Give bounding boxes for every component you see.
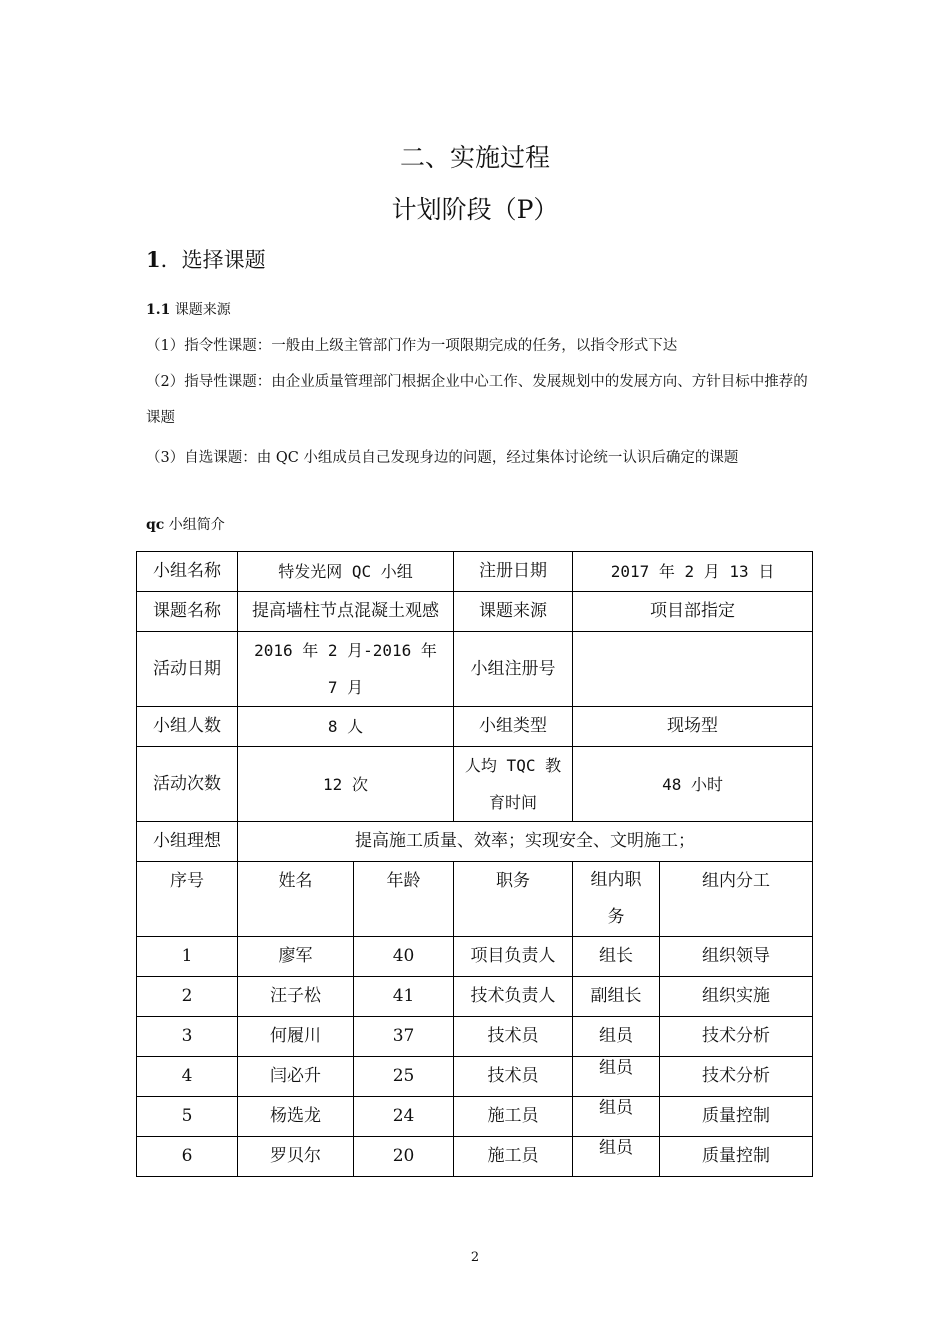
member-group-role-cell (573, 1097, 660, 1137)
tqc-label: 人均 TQC 教育时间 (454, 747, 573, 822)
source-label: 课题来源 (454, 592, 573, 632)
member-group-role: 组员 (599, 1138, 634, 1158)
member-division: 技术分析 (660, 1057, 813, 1097)
member-seq: 4 (137, 1057, 238, 1097)
members-value: 8 人 (238, 707, 454, 747)
reg-no-label: 小组注册号 (454, 632, 573, 707)
type-label: 小组类型 (454, 707, 573, 747)
table-caption (146, 514, 225, 534)
act-date-label: 活动日期 (137, 632, 238, 707)
act-date-value: 2016 年 2 月-2016 年 7 月 (238, 632, 454, 707)
table-row (137, 1137, 813, 1177)
col-header-division: 组内分工 (660, 862, 813, 937)
member-name: 闫必升 (238, 1057, 354, 1097)
col-header-age: 年龄 (354, 862, 454, 937)
caption-text: 小组简介 (164, 517, 225, 533)
member-group-role: 组员 (573, 1017, 660, 1057)
group-name-value: 特发光网 QC 小组 (238, 552, 454, 592)
member-seq: 1 (137, 937, 238, 977)
col-header-position: 职务 (454, 862, 573, 937)
member-age: 37 (354, 1017, 454, 1057)
table-row (137, 747, 813, 822)
member-seq: 5 (137, 1097, 238, 1137)
members-label: 小组人数 (137, 707, 238, 747)
member-position: 技术员 (454, 1017, 573, 1057)
col-header-group-role: 组内职务 (573, 862, 660, 937)
reg-date-value: 2017 年 2 月 13 日 (573, 552, 813, 592)
subsection-heading (146, 299, 231, 319)
member-group-role: 副组长 (573, 977, 660, 1017)
subsection-text: 课题来源 (170, 302, 231, 318)
tqc-value: 48 小时 (573, 747, 813, 822)
reg-date-label: 注册日期 (454, 552, 573, 592)
count-value: 12 次 (238, 747, 454, 822)
table-row (137, 937, 813, 977)
table-row (137, 632, 813, 707)
section-text: ．选择课题 (160, 248, 266, 272)
paragraph-guidance-topic: （2）指导性课题：由企业质量管理部门根据企业中心工作、发展规划中的发展方向、方针目标中推荐的课题 (146, 374, 808, 426)
table-row (137, 592, 813, 632)
member-seq: 6 (137, 1137, 238, 1177)
member-group-role: 组长 (573, 937, 660, 977)
table-row (137, 1057, 813, 1097)
member-division: 组织实施 (660, 977, 813, 1017)
member-seq: 3 (137, 1017, 238, 1057)
paragraph-directive-topic: （1）指令性课题：一般由上级主管部门作为一项限期完成的任务，以指令形式下达 (146, 338, 678, 354)
member-position: 技术员 (454, 1057, 573, 1097)
member-division: 质量控制 (660, 1137, 813, 1177)
ideal-label: 小组理想 (137, 822, 238, 862)
table-row (137, 552, 813, 592)
member-age: 20 (354, 1137, 454, 1177)
section-heading (146, 244, 266, 274)
group-name-label: 小组名称 (137, 552, 238, 592)
reg-no-value (573, 632, 813, 707)
paragraph-self-selected-topic: （3）自选课题：由 QC 小组成员自己发现身边的问题，经过集体讨论统一认识后确定的课题 (146, 450, 739, 466)
caption-qc: qc (146, 517, 165, 533)
type-value: 现场型 (573, 707, 813, 747)
member-name: 廖军 (238, 937, 354, 977)
member-group-role: 组员 (599, 1098, 634, 1118)
member-division: 技术分析 (660, 1017, 813, 1057)
page-title: 二、实施过程 (399, 143, 550, 172)
table-row (137, 1017, 813, 1057)
qc-group-table (136, 551, 813, 1177)
source-value: 项目部指定 (573, 592, 813, 632)
member-name: 汪子松 (238, 977, 354, 1017)
member-group-role-cell (573, 1137, 660, 1177)
page-number: 2 (470, 1250, 480, 1265)
member-group-role: 组员 (599, 1058, 634, 1078)
member-seq: 2 (137, 977, 238, 1017)
table-row (137, 707, 813, 747)
member-name: 何履川 (238, 1017, 354, 1057)
table-row (137, 977, 813, 1017)
member-position: 施工员 (454, 1097, 573, 1137)
section-number: 1 (146, 247, 161, 272)
phase-title: 计划阶段（P） (391, 195, 559, 224)
member-position: 技术负责人 (454, 977, 573, 1017)
member-age: 24 (354, 1097, 454, 1137)
member-age: 25 (354, 1057, 454, 1097)
table-row (137, 822, 813, 862)
topic-value: 提高墙柱节点混凝土观感 (238, 592, 454, 632)
topic-label: 课题名称 (137, 592, 238, 632)
col-header-name: 姓名 (238, 862, 354, 937)
table-header-row (137, 862, 813, 937)
member-age: 40 (354, 937, 454, 977)
member-position: 项目负责人 (454, 937, 573, 977)
ideal-value: 提高施工质量、效率；实现安全、文明施工； (238, 822, 813, 862)
member-name: 罗贝尔 (238, 1137, 354, 1177)
subsection-number: 1.1 (146, 302, 171, 318)
member-division: 组织领导 (660, 937, 813, 977)
col-header-seq: 序号 (137, 862, 238, 937)
table-row (137, 1097, 813, 1137)
member-position: 施工员 (454, 1137, 573, 1177)
member-division: 质量控制 (660, 1097, 813, 1137)
member-name: 杨选龙 (238, 1097, 354, 1137)
member-group-role-cell (573, 1057, 660, 1097)
count-label: 活动次数 (137, 747, 238, 822)
member-age: 41 (354, 977, 454, 1017)
